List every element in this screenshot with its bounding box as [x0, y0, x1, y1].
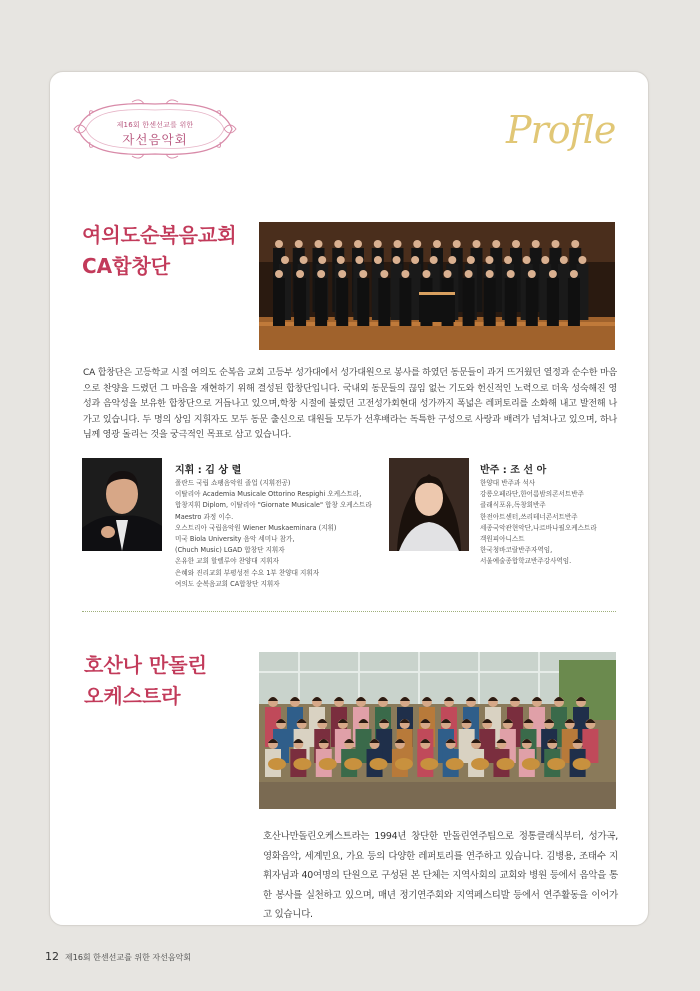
section1-title — [82, 220, 237, 282]
accompanist-bio-line: 한국청바코랄반주자역임, — [480, 546, 553, 555]
profile-heading: Profle — [506, 108, 616, 152]
page-footer — [45, 950, 191, 963]
section2-title-line1: 호산나 만돌린 — [84, 653, 207, 677]
emblem-subtitle: 제16회 한센선교를 위한 — [116, 121, 194, 129]
conductor-bio-line: 은혜와 진리교회 부평성전 수요 1부 찬양대 지휘자 — [175, 568, 320, 577]
section1-title-line2: CA합창단 — [82, 254, 171, 278]
accompanist-bio-line: 한양대 반주과 석사 — [480, 479, 536, 487]
orchestra-description: 호산나만돌린오케스트라는 1994년 창단한 만돌린연주팀으로 정통클래식부터, 성가곡, 영화음악, 세계민요, 가요 등의 다양한 레퍼토리를 연주하고 있습니다. 김병용, 조태수 지휘자님과 40여명의 단원으로 구성된 본 단체는 지역사회의 교회와 병원 등에서 음악을 통한 봉사를 실천하고 있으며, 매년 정기연주회와 지역페스티발 등에서 연주활동을 이어가고 있습니다. — [263, 831, 618, 920]
conductor-bio-line: Maestro 과정 이수. — [175, 512, 234, 521]
accompanist-bio-line: 한전아트센터,쓰리테너콘서트반주 — [480, 512, 578, 521]
section2-title-line2: 오케스트라 — [84, 684, 181, 708]
conductor-bio-line: 여의도 순복음교회 CA합창단 지휘자 — [175, 579, 280, 588]
orchestra-photo — [259, 652, 616, 809]
conductor-bio-line: 온유한 교회 할렐루야 찬양대 지휘자 — [175, 557, 279, 566]
accompanist-bio-line: 세종국악관현악단,나르바나필오케스트라 — [480, 523, 597, 532]
accompanist-role: 반주 : 조 선 아 — [480, 465, 547, 476]
conductor-bio-line: (Chuch Music) LGAD 합창단 지휘자 — [175, 546, 285, 555]
conductor-bio — [175, 478, 372, 590]
section-divider — [82, 611, 616, 612]
accompanist-bio-line: 클래식포유,독창회반주 — [480, 501, 546, 510]
conductor-bio-line: 미국 Biola University 음악 세미나 참가, — [175, 535, 295, 544]
conductor-bio-line: 합창지휘 Diplom, 이탈리아 "Giornate Musicale" 합창 오케스트라 — [175, 501, 372, 510]
section1-title-line1: 여의도순복음교회 — [82, 223, 237, 247]
conductor-photo — [82, 458, 162, 551]
conductor-bio-line: 오스트리아 국립음악원 Wiener Muskaeminara (지휘) — [175, 523, 337, 532]
accompanist-bio — [480, 478, 597, 568]
choir-photo — [259, 222, 615, 350]
emblem-title: 자선음악회 — [122, 132, 188, 147]
accompanist-bio-line: 강릉오페라단,한어름밤의콘서트반주 — [480, 490, 585, 499]
choir-description: CA 합창단은 고등학교 시절 여의도 순복음 교회 고등부 성가대에서 성가대원으로 봉사를 하였던 동문들이 과거 뜨거웠던 열정과 순수한 마음으로 찬양을 드렸던 그 마음을 재현하기 위해 결성된 합창단입니다. 국내외 동문들의 끊임 없는 기도와 헌신적인 노력으로 더욱 성숙해진 영성과 음악성을 보유한 합창단으로 거듭나고 있으며,학창 시절에 불렀던 고전성가회현대 성가까지 폭넓은 레퍼토리를 소화해 내고 발전해 나가고 있습니다. 두 명의 상임 지휘자도 모두 동문 출신으로 대원들 모두가 선후배라는 독특한 구성으로 사랑과 배려가 넘쳐나고 있으며, 하나님께 영광 돌리는 것을 궁극적인 목표로 삼고 있습니다. — [83, 368, 617, 440]
conductor-bio-line: 이탈리아 Academia Musicale Ottorino Respighi 오케스트라, — [175, 490, 362, 499]
accompanist-photo — [389, 458, 469, 551]
accompanist-bio-line: 객원피아니스트 — [480, 535, 525, 544]
page-number: 12 — [45, 950, 59, 963]
conductor-bio-line: 폴란드 국립 쇼팽음악원 졸업 (지휘전공) — [175, 479, 291, 487]
conductor-role: 지휘 : 김 상 렬 — [175, 465, 242, 476]
section2-title — [84, 650, 207, 712]
footer-text: 제16회 한센선교를 위한 자선음악회 — [65, 953, 191, 962]
accompanist-bio-line: 서울예술종합학교반주강사역임. — [480, 557, 572, 566]
